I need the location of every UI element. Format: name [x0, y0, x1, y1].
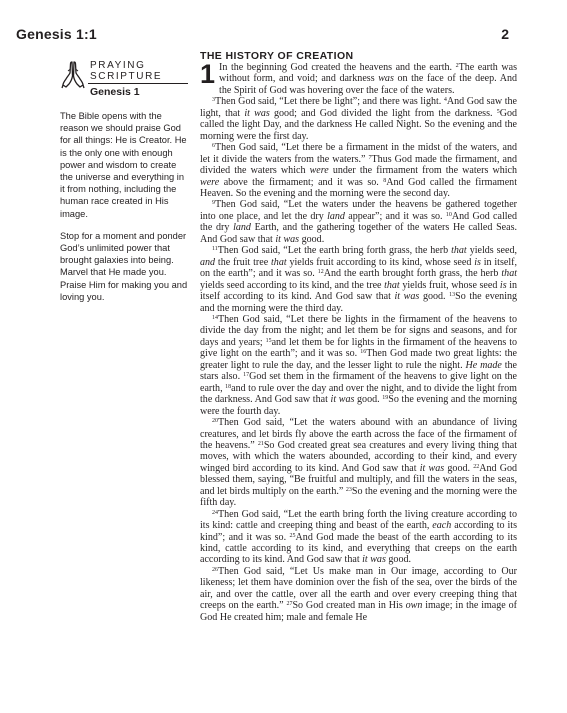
sidebar-paragraph-2: Stop for a moment and ponder God’s unlimited power that brought galaxies into being. Marvel that He made you. Praise Him for making you and loving you.: [60, 230, 188, 302]
verse-text: And God called the firmament Heaven. So the evening and the morning were the second day.: [200, 176, 518, 199]
verse-text: the fruit tree: [217, 256, 269, 268]
verse-number: 22: [473, 463, 480, 470]
verse-text: Thus God made the firmament, and divided the waters which: [200, 153, 518, 177]
verse-number: 9: [212, 200, 215, 207]
verse-italic: land: [327, 210, 345, 222]
verse-number: 17: [243, 372, 250, 379]
verse-text: So the evening and the morning were the third day.: [200, 291, 518, 314]
verse-text: God set them in the firmament of the heavens to give light on the earth,: [200, 371, 518, 394]
praying-title-line1: PRAYING: [90, 60, 146, 71]
verse-text: good.: [447, 462, 470, 474]
verse-number: 13: [449, 292, 456, 299]
verse-text: And the earth brought forth grass, the herb: [323, 268, 499, 280]
verse-text: appear”; and it was so.: [348, 210, 443, 222]
verse-text: Then God said, “Let the earth bring forth the living creature according to its kind: cattle and creeping thing and beast of the earth,: [200, 508, 517, 532]
verse-number: 21: [257, 440, 264, 447]
verse-text: good.: [357, 394, 380, 406]
verse-paragraph: [200, 96, 517, 142]
verse-italic: it was: [275, 233, 300, 245]
verse-text: according to its kind”; and it was so.: [200, 520, 517, 543]
verse-italic: it was: [362, 554, 386, 566]
verse-number: 23: [345, 486, 352, 493]
verse-paragraph: [200, 142, 517, 199]
verse-text: And God made the beast of the earth according to its kind, cattle according to its kind, and everything that creeps on the earth according to its kind. And God saw that: [200, 531, 517, 566]
verse-number: 7: [368, 154, 372, 161]
verse-text: Then God made two great lights: the greater light to rule the day, and the lesser light to rule the night.: [200, 348, 517, 371]
verse-text: image; in the image of God He created him; male and female He: [200, 600, 517, 623]
running-header-reference: Genesis 1:1: [16, 26, 97, 42]
verse-italic: were: [309, 165, 329, 177]
praying-scripture-heading: [60, 58, 190, 110]
verse-number: 2: [455, 63, 459, 69]
praying-hands-icon: [60, 60, 86, 90]
verse-text: yields fruit according to its kind, whose seed: [289, 256, 472, 268]
verse-paragraph: [200, 245, 517, 314]
verse-text: in itself, on the earth”; and it was so.: [200, 256, 517, 280]
verse-text: in itself according to its kind. And God saw that: [200, 279, 518, 303]
verse-number: 5: [496, 108, 500, 115]
verse-text: good.: [301, 233, 325, 245]
verse-italic: it was: [330, 394, 355, 406]
verse-text: And God called the dry: [200, 210, 518, 234]
verse-text: Then God said, “Let the waters under the heavens be gathered together into one place, and let the dry: [200, 199, 517, 222]
verse-number: 3: [212, 97, 215, 104]
verse-number: 26: [212, 566, 218, 573]
scripture-column: [200, 50, 517, 623]
verse-text: yields seed according to its kind, and the tree: [200, 279, 382, 291]
divider: [88, 83, 188, 84]
verse-text: good.: [388, 554, 411, 566]
verse-italic: that: [271, 256, 287, 268]
verse-number: 25: [289, 532, 296, 539]
verse-number: 24: [212, 509, 218, 516]
section-heading: THE HISTORY OF CREATION: [200, 50, 354, 62]
verse-number: 18: [225, 383, 232, 390]
verse-text: The earth was without form, and void; and darkness: [219, 62, 517, 85]
verse-text: and to rule over the day and over the night, and to divide the light from the darkness. And God saw that: [200, 382, 517, 406]
verse-number: 20: [212, 418, 218, 425]
verse-italic: is: [474, 256, 481, 268]
verse-italic: He made: [465, 359, 502, 371]
verse-text: good.: [422, 291, 446, 303]
verse-number: 15: [265, 337, 272, 344]
verse-italic: that: [501, 268, 518, 280]
verse-italic: it was: [394, 291, 420, 303]
verse-text: yields seed,: [469, 245, 517, 257]
verse-number: 10: [445, 211, 452, 218]
verse-text: Earth, and the gathering together of the waters He called Seas. And God saw that: [200, 222, 518, 245]
verse-number: 27: [286, 601, 293, 608]
verse-number: 6: [212, 143, 215, 150]
verse-paragraph: [200, 509, 517, 566]
verse-paragraph: [200, 199, 517, 245]
verse-number: 16: [360, 349, 367, 356]
praying-scripture-sidebar: [60, 58, 190, 313]
verse-number: 4: [443, 97, 447, 104]
verse-number: 11: [212, 246, 218, 253]
verse-italic: each: [432, 520, 452, 532]
verse-number: 14: [212, 314, 218, 321]
verse-italic: were: [200, 176, 220, 188]
verse-italic: it was: [244, 107, 270, 119]
verse-text: In the beginning God created the heavens and the earth.: [219, 62, 453, 73]
scripture-body: [200, 59, 518, 623]
verse-italic: is: [499, 279, 507, 291]
page-number: 2: [501, 26, 509, 42]
verse-text: the stars also.: [200, 359, 518, 383]
verse-italic: that: [384, 279, 400, 291]
verse-text: And God blessed them, saying, “Be fruitful and multiply, and fill the waters in the seas, and let birds multiply on the earth.”: [200, 462, 518, 497]
verse-italic: was: [378, 73, 394, 85]
praying-scripture-title: [90, 60, 162, 82]
verse-text: So the evening and the morning were the fifth day.: [200, 485, 517, 509]
verse-text: So God created man in His: [292, 600, 403, 612]
verse-text: under the firmament from the waters which: [332, 165, 517, 177]
verse-text: Then God said, “Let the earth bring forth grass, the herb: [217, 245, 449, 257]
verse-italic: it was: [419, 462, 445, 474]
verse-number: 12: [317, 269, 324, 276]
verse-paragraph: [200, 566, 517, 623]
chapter-number: 1: [200, 59, 216, 89]
verse-text: Then God said, “Let there be light”; and there was light.: [215, 96, 442, 108]
verse-number: 8: [383, 177, 387, 184]
verse-text: So God created great sea creatures and every living thing that moves, with which the waters abounded, according to their kind, and every winged bird according to its kind. And God saw that: [200, 439, 518, 474]
verse-text: Then God said, “Let Us make man in Our image, according to Our likeness; let them have dominion over the fish of the sea, over the birds of the air, and over the cattle, over all the earth and over every creeping thing that creeps on the earth.”: [200, 565, 517, 612]
verse-text: God called the light Day, and the darkness He called Night. So the evening and the morning were the first day.: [200, 107, 518, 142]
verse-text: on the face of the deep. And the Spirit of God was hovering over the face of the waters.: [219, 73, 517, 96]
verse-text: and let them be for lights in the firmament of the heavens to give light on the earth”; and it was so.: [200, 336, 518, 360]
verse-number: 19: [382, 395, 389, 402]
praying-scripture-reference: Genesis 1: [90, 86, 140, 98]
sidebar-paragraph-1: The Bible opens with the reason we should praise God for all things: He is Creator. He is the only one with enough power and wisdom to create the universe and everything in it from nothing, including the human race created in His image.: [60, 111, 187, 219]
verse-paragraph: [200, 417, 517, 509]
verse-italic: and: [200, 256, 216, 268]
verse-text: Then God said, “Let there be lights in the firmament of the heavens to divide the day from the night; and let them be for signs and seasons, and for days and years;: [200, 313, 517, 348]
verse-text: Then God said, “Let there be a firmament in the midst of the waters, and let it divide the waters from the waters.”: [200, 142, 517, 165]
verse-paragraph: [200, 59, 517, 96]
verse-text: yields fruit, whose seed: [402, 279, 498, 291]
verse-italic: that: [451, 245, 467, 257]
verse-italic: own: [405, 600, 423, 612]
verse-text: So the evening and the morning were the fourth day.: [200, 394, 517, 417]
verse-text: And God saw the light, that: [200, 96, 517, 119]
verse-text: good; and God divided the light from the darkness.: [274, 107, 493, 119]
verse-italic: land: [233, 222, 251, 234]
verse-text: above the firmament; and it was so.: [223, 176, 379, 188]
verse-text: Then God said, “Let the waters abound with an abundance of living creatures, and let birds fly above the earth across the face of the firmament of the heavens.”: [200, 417, 517, 451]
verse-paragraph: [200, 314, 517, 417]
praying-title-line2: SCRIPTURE: [90, 71, 163, 82]
